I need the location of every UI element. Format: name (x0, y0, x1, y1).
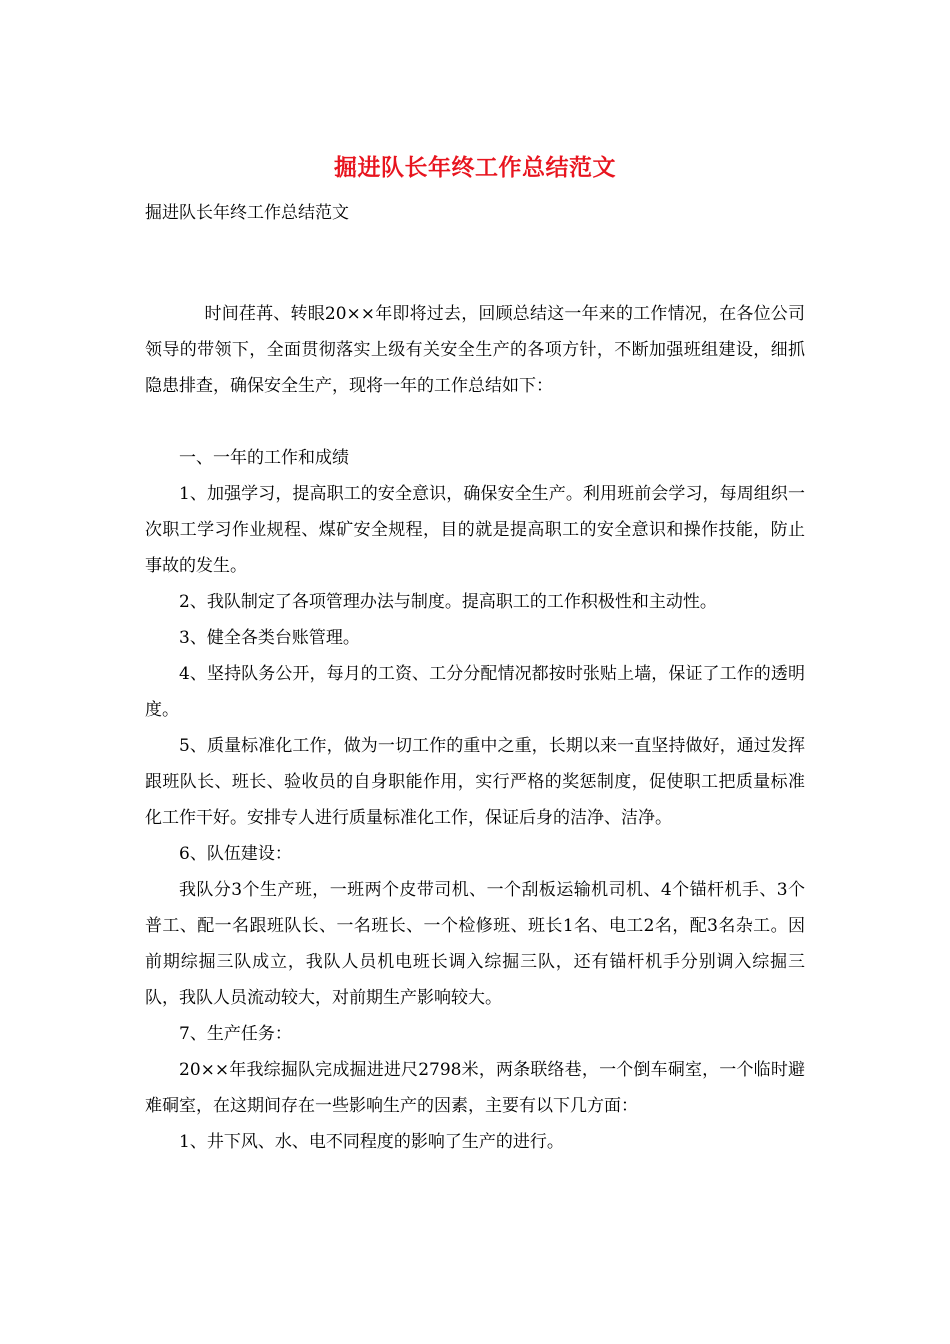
body-paragraph: 5、质量标准化工作，做为一切工作的重中之重，长期以来一直坚持做好，通过发挥跟班队长、班长、验收员的自身职能作用，实行严格的奖惩制度，促使职工把质量标准化工作干好。安排专人进行质量标准化工作，保证后身的洁净、洁净。 (145, 736, 805, 828)
document-subtitle: 掘进队长年终工作总结范文 (145, 203, 349, 223)
section-heading: 一、一年的工作和成绩 (179, 448, 349, 468)
body-paragraph: 我队分3个生产班，一班两个皮带司机、一个刮板运输机司机、4个锚杆机手、3个普工、配一名跟班队长、一名班长、一个检修班、班长1名、电工2名，配3名杂工。因前期综掘三队成立，我队人员机电班长调入综掘三队，还有锚杆机手分别调入综掘三队，我队人员流动较大，对前期生产影响较大。 (145, 880, 805, 1008)
body-paragraph: 2、我队制定了各项管理办法与制度。提高职工的工作积极性和主动性。 (179, 592, 717, 612)
body-paragraph: 7、生产任务： (179, 1024, 292, 1044)
document-body (145, 296, 805, 1160)
body-paragraph: 6、队伍建设： (179, 844, 292, 864)
paragraph-gap (145, 404, 805, 440)
document-title: 掘进队长年终工作总结范文 (334, 154, 616, 181)
intro-paragraph: 时间荏苒、转眼20××年即将过去，回顾总结这一年来的工作情况，在各位公司领导的带领下，全面贯彻落实上级有关安全生产的各项方针，不断加强班组建设，细抓隐患排查，确保安全生产，现将一年的工作总结如下： (145, 304, 805, 396)
body-paragraph: 4、坚持队务公开，每月的工资、工分分配情况都按时张贴上墙，保证了工作的透明度。 (145, 664, 805, 720)
body-paragraph: 3、健全各类台账管理。 (179, 628, 360, 648)
body-paragraph: 1、井下风、水、电不同程度的影响了生产的进行。 (179, 1132, 564, 1152)
body-paragraph: 1、加强学习，提高职工的安全意识，确保安全生产。利用班前会学习，每周组织一次职工学习作业规程、煤矿安全规程，目的就是提高职工的安全意识和操作技能，防止事故的发生。 (145, 484, 805, 576)
body-paragraph: 20××年我综掘队完成掘进进尺2798米，两条联络巷，一个倒车硐室，一个临时避难硐室，在这期间存在一些影响生产的因素，主要有以下几方面： (145, 1060, 805, 1116)
